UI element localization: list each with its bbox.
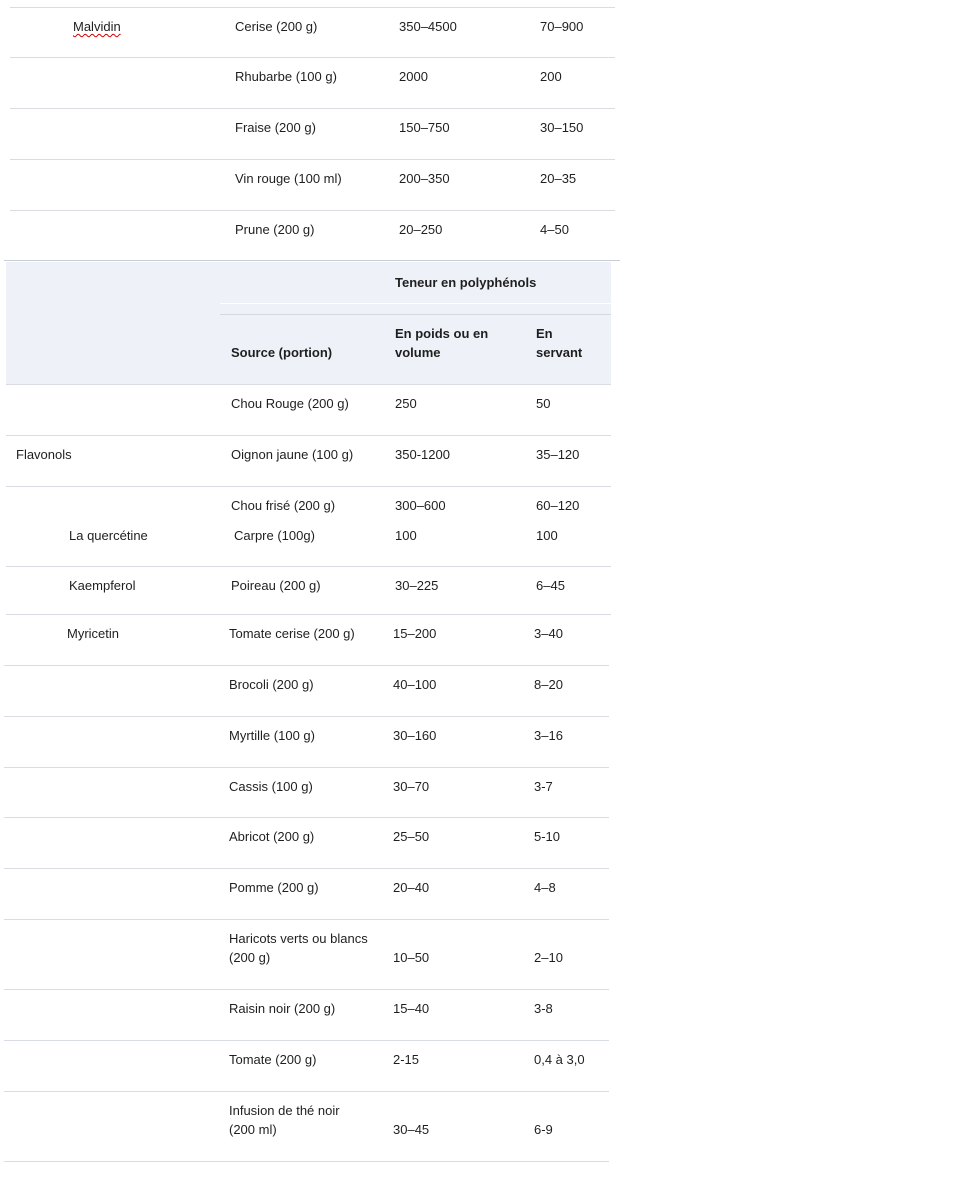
serving-cell: 3-7 (534, 779, 553, 794)
source-cell: Tomate cerise (200 g) (229, 626, 355, 641)
serving-cell: 8–20 (534, 677, 563, 692)
source-cell: Prune (200 g) (235, 222, 315, 237)
weight-cell: 300–600 (395, 498, 446, 513)
row-divider (10, 7, 615, 8)
kaempferol-label: Kaempferol (69, 578, 136, 593)
source-cell: Brocoli (200 g) (229, 677, 314, 692)
column-header-weight: En poids ou en (395, 326, 489, 341)
serving-cell: 0,4 à 3,0 (534, 1052, 585, 1067)
column-header-serving-line2: servant (536, 345, 583, 360)
table-bottom-border (4, 260, 620, 261)
serving-cell: 100 (536, 528, 558, 543)
row-divider (4, 1161, 609, 1162)
weight-cell: 150–750 (399, 120, 450, 135)
weight-cell: 2000 (399, 69, 428, 84)
weight-cell: 30–225 (395, 578, 439, 593)
source-cell: Pomme (200 g) (229, 880, 319, 895)
quercetine-label: La quercétine (69, 528, 148, 543)
serving-cell: 2–10 (534, 950, 563, 965)
row-divider (4, 919, 609, 920)
row-divider (4, 989, 609, 990)
serving-cell: 4–50 (540, 222, 569, 237)
weight-cell: 200–350 (399, 171, 450, 186)
serving-cell: 4–8 (534, 880, 556, 895)
column-header-serving: En (536, 326, 553, 341)
weight-cell: 30–45 (393, 1122, 430, 1137)
row-divider (4, 1091, 609, 1092)
source-cell: Myrtille (100 g) (229, 728, 315, 743)
serving-cell: 50 (536, 396, 551, 411)
serving-cell: 20–35 (540, 171, 577, 186)
weight-cell: 20–250 (399, 222, 443, 237)
source-cell: Cerise (200 g) (235, 19, 318, 34)
source-cell: Cassis (100 g) (229, 779, 313, 794)
row-divider (4, 817, 609, 818)
row-divider (10, 159, 615, 160)
weight-cell: 2-15 (393, 1052, 420, 1067)
source-cell: Tomate (200 g) (229, 1052, 317, 1067)
source-cell: Raisin noir (200 g) (229, 1001, 336, 1016)
source-cell: Poireau (200 g) (231, 578, 321, 593)
weight-cell: 350–4500 (399, 19, 457, 34)
column-header-weight-line2: volume (395, 345, 441, 360)
flavonols-label: Flavonols (16, 447, 72, 462)
serving-cell: 35–120 (536, 447, 580, 462)
source-cell-line2: (200 ml) (229, 1122, 277, 1137)
header-divider (220, 303, 611, 304)
source-cell: Chou Rouge (200 g) (231, 396, 349, 411)
serving-cell: 200 (540, 69, 562, 84)
weight-cell: 100 (395, 528, 417, 543)
weight-cell: 350-1200 (395, 447, 450, 462)
source-cell: Infusion de thé noir (229, 1103, 340, 1118)
serving-cell: 30–150 (540, 120, 584, 135)
row-divider (6, 566, 611, 567)
source-cell: Carpre (100g) (234, 528, 315, 543)
row-divider (10, 57, 615, 58)
weight-cell: 15–40 (393, 1001, 430, 1016)
serving-cell: 6–45 (536, 578, 565, 593)
row-divider (6, 435, 611, 436)
source-cell: Vin rouge (100 ml) (235, 171, 342, 186)
group-header-title: Teneur en polyphénols (395, 275, 537, 290)
row-divider (4, 1040, 609, 1041)
source-cell: Rhubarbe (100 g) (235, 69, 337, 84)
header-bottom-border (6, 384, 611, 385)
row-divider (4, 868, 609, 869)
source-cell: Fraise (200 g) (235, 120, 316, 135)
serving-cell: 5-10 (534, 829, 561, 844)
serving-cell: 3-8 (534, 1001, 553, 1016)
source-cell-line2: (200 g) (229, 950, 271, 965)
column-header-source: Source (portion) (231, 345, 333, 360)
myricetin-label: Myricetin (67, 626, 120, 641)
serving-cell: 3–16 (534, 728, 563, 743)
row-divider (10, 210, 615, 211)
row-divider (4, 665, 609, 666)
serving-cell: 70–900 (540, 19, 584, 34)
weight-cell: 15–200 (393, 626, 437, 641)
weight-cell: 250 (395, 396, 417, 411)
serving-cell: 3–40 (534, 626, 563, 641)
weight-cell: 20–40 (393, 880, 430, 895)
weight-cell: 25–50 (393, 829, 430, 844)
row-divider (4, 716, 609, 717)
weight-cell: 30–160 (393, 728, 437, 743)
weight-cell: 30–70 (393, 779, 430, 794)
source-cell: Abricot (200 g) (229, 829, 315, 844)
source-cell: Haricots verts ou blancs (229, 931, 368, 946)
malvidin-label: Malvidin (73, 19, 121, 34)
row-divider (6, 486, 611, 487)
row-divider (6, 614, 611, 615)
weight-cell: 40–100 (393, 677, 437, 692)
source-cell: Chou frisé (200 g) (231, 498, 336, 513)
source-cell: Oignon jaune (100 g) (231, 447, 354, 462)
weight-cell: 10–50 (393, 950, 430, 965)
header-divider (220, 314, 611, 315)
row-divider (4, 767, 609, 768)
serving-cell: 60–120 (536, 498, 580, 513)
row-divider (10, 108, 615, 109)
serving-cell: 6-9 (534, 1122, 553, 1137)
